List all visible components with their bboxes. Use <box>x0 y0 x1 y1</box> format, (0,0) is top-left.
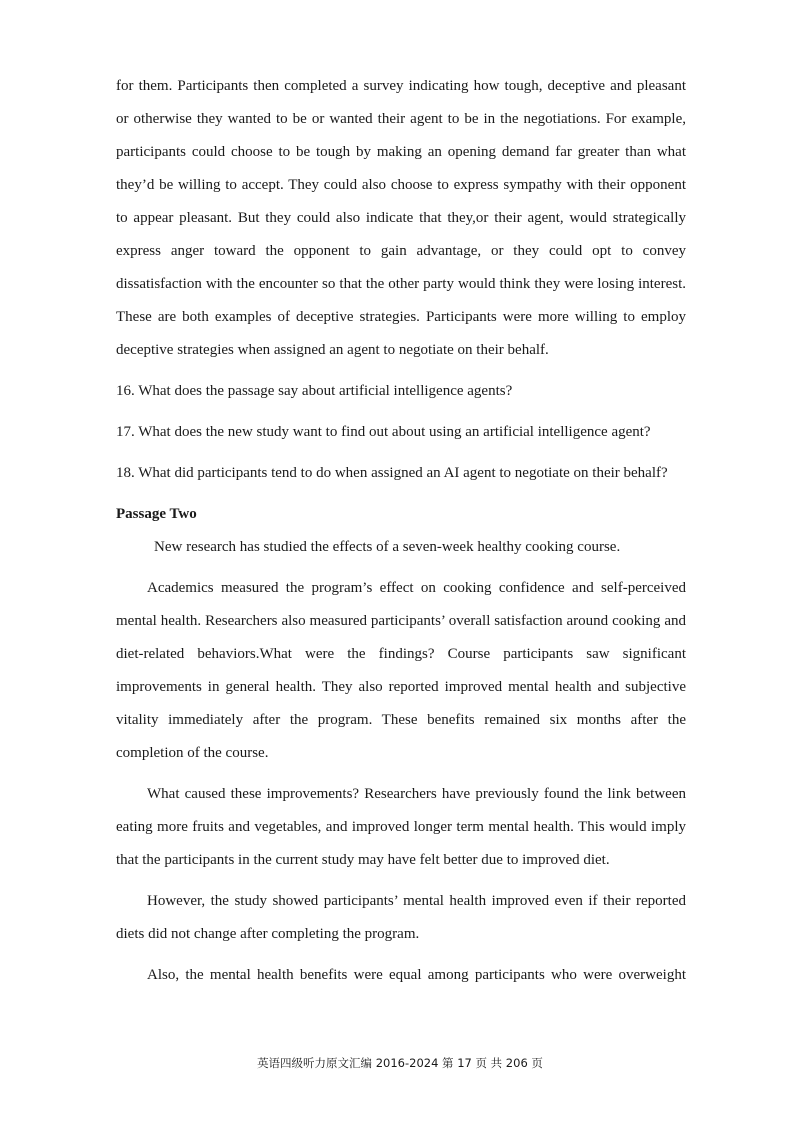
question-16: 16. What does the passage say about artificial intelligence agents? <box>116 383 513 399</box>
passage-two-paragraph: Academics measured the program’s effect on cooking confidence and self-perceived mental health. Researchers also measured participants’ overall satisfaction around cooking and diet-related behaviors.What were the findings? Course participants saw significant improvements in general health. They also reported improved mental health and subjective vitality immediately after the program. These benefits remained six months after the completion of the course. <box>116 580 686 761</box>
page-body <box>116 70 686 992</box>
page-footer: 英语四级听力原文汇编 2016-2024 第 17 页 共 206 页 <box>257 1056 543 1070</box>
passage-two-intro: New research has studied the effects of a seven-week healthy cooking course. <box>154 539 621 555</box>
question-17: 17. What does the new study want to find out about using an artificial intelligence agent? <box>116 424 651 440</box>
passage-two-paragraph: Also, the mental health benefits were equal among participants who were overweight <box>147 967 686 983</box>
passage-two-paragraph: However, the study showed participants’ mental health improved even if their reported diets did not change after completing the program. <box>116 893 686 942</box>
passage-two-paragraph: What caused these improvements? Researchers have previously found the link between eating more fruits and vegetables, and improved longer term mental health. This would imply that the participants in the current study may have felt better due to improved diet. <box>116 786 686 868</box>
passage-two-heading: Passage Two <box>116 506 197 522</box>
passage-one-tail: for them. Participants then completed a survey indicating how tough, deceptive and pleasant or otherwise they wanted to be or wanted their agent to be in the negotiations. For example, participants could choose to be tough by making an opening demand far greater than what they’d be willing to accept. They could also choose to express sympathy with their opponent to appear pleasant. But they could also indicate that they,or their agent, would strategically express anger toward the opponent to gain advantage, or they could opt to convey dissatisfaction with the encounter so that the other party would think they were losing interest. These are both examples of deceptive strategies. Participants were more willing to employ deceptive strategies when assigned an agent to negotiate on their behalf. <box>116 78 686 358</box>
question-18: 18. What did participants tend to do when assigned an AI agent to negotiate on their behalf? <box>116 465 668 481</box>
